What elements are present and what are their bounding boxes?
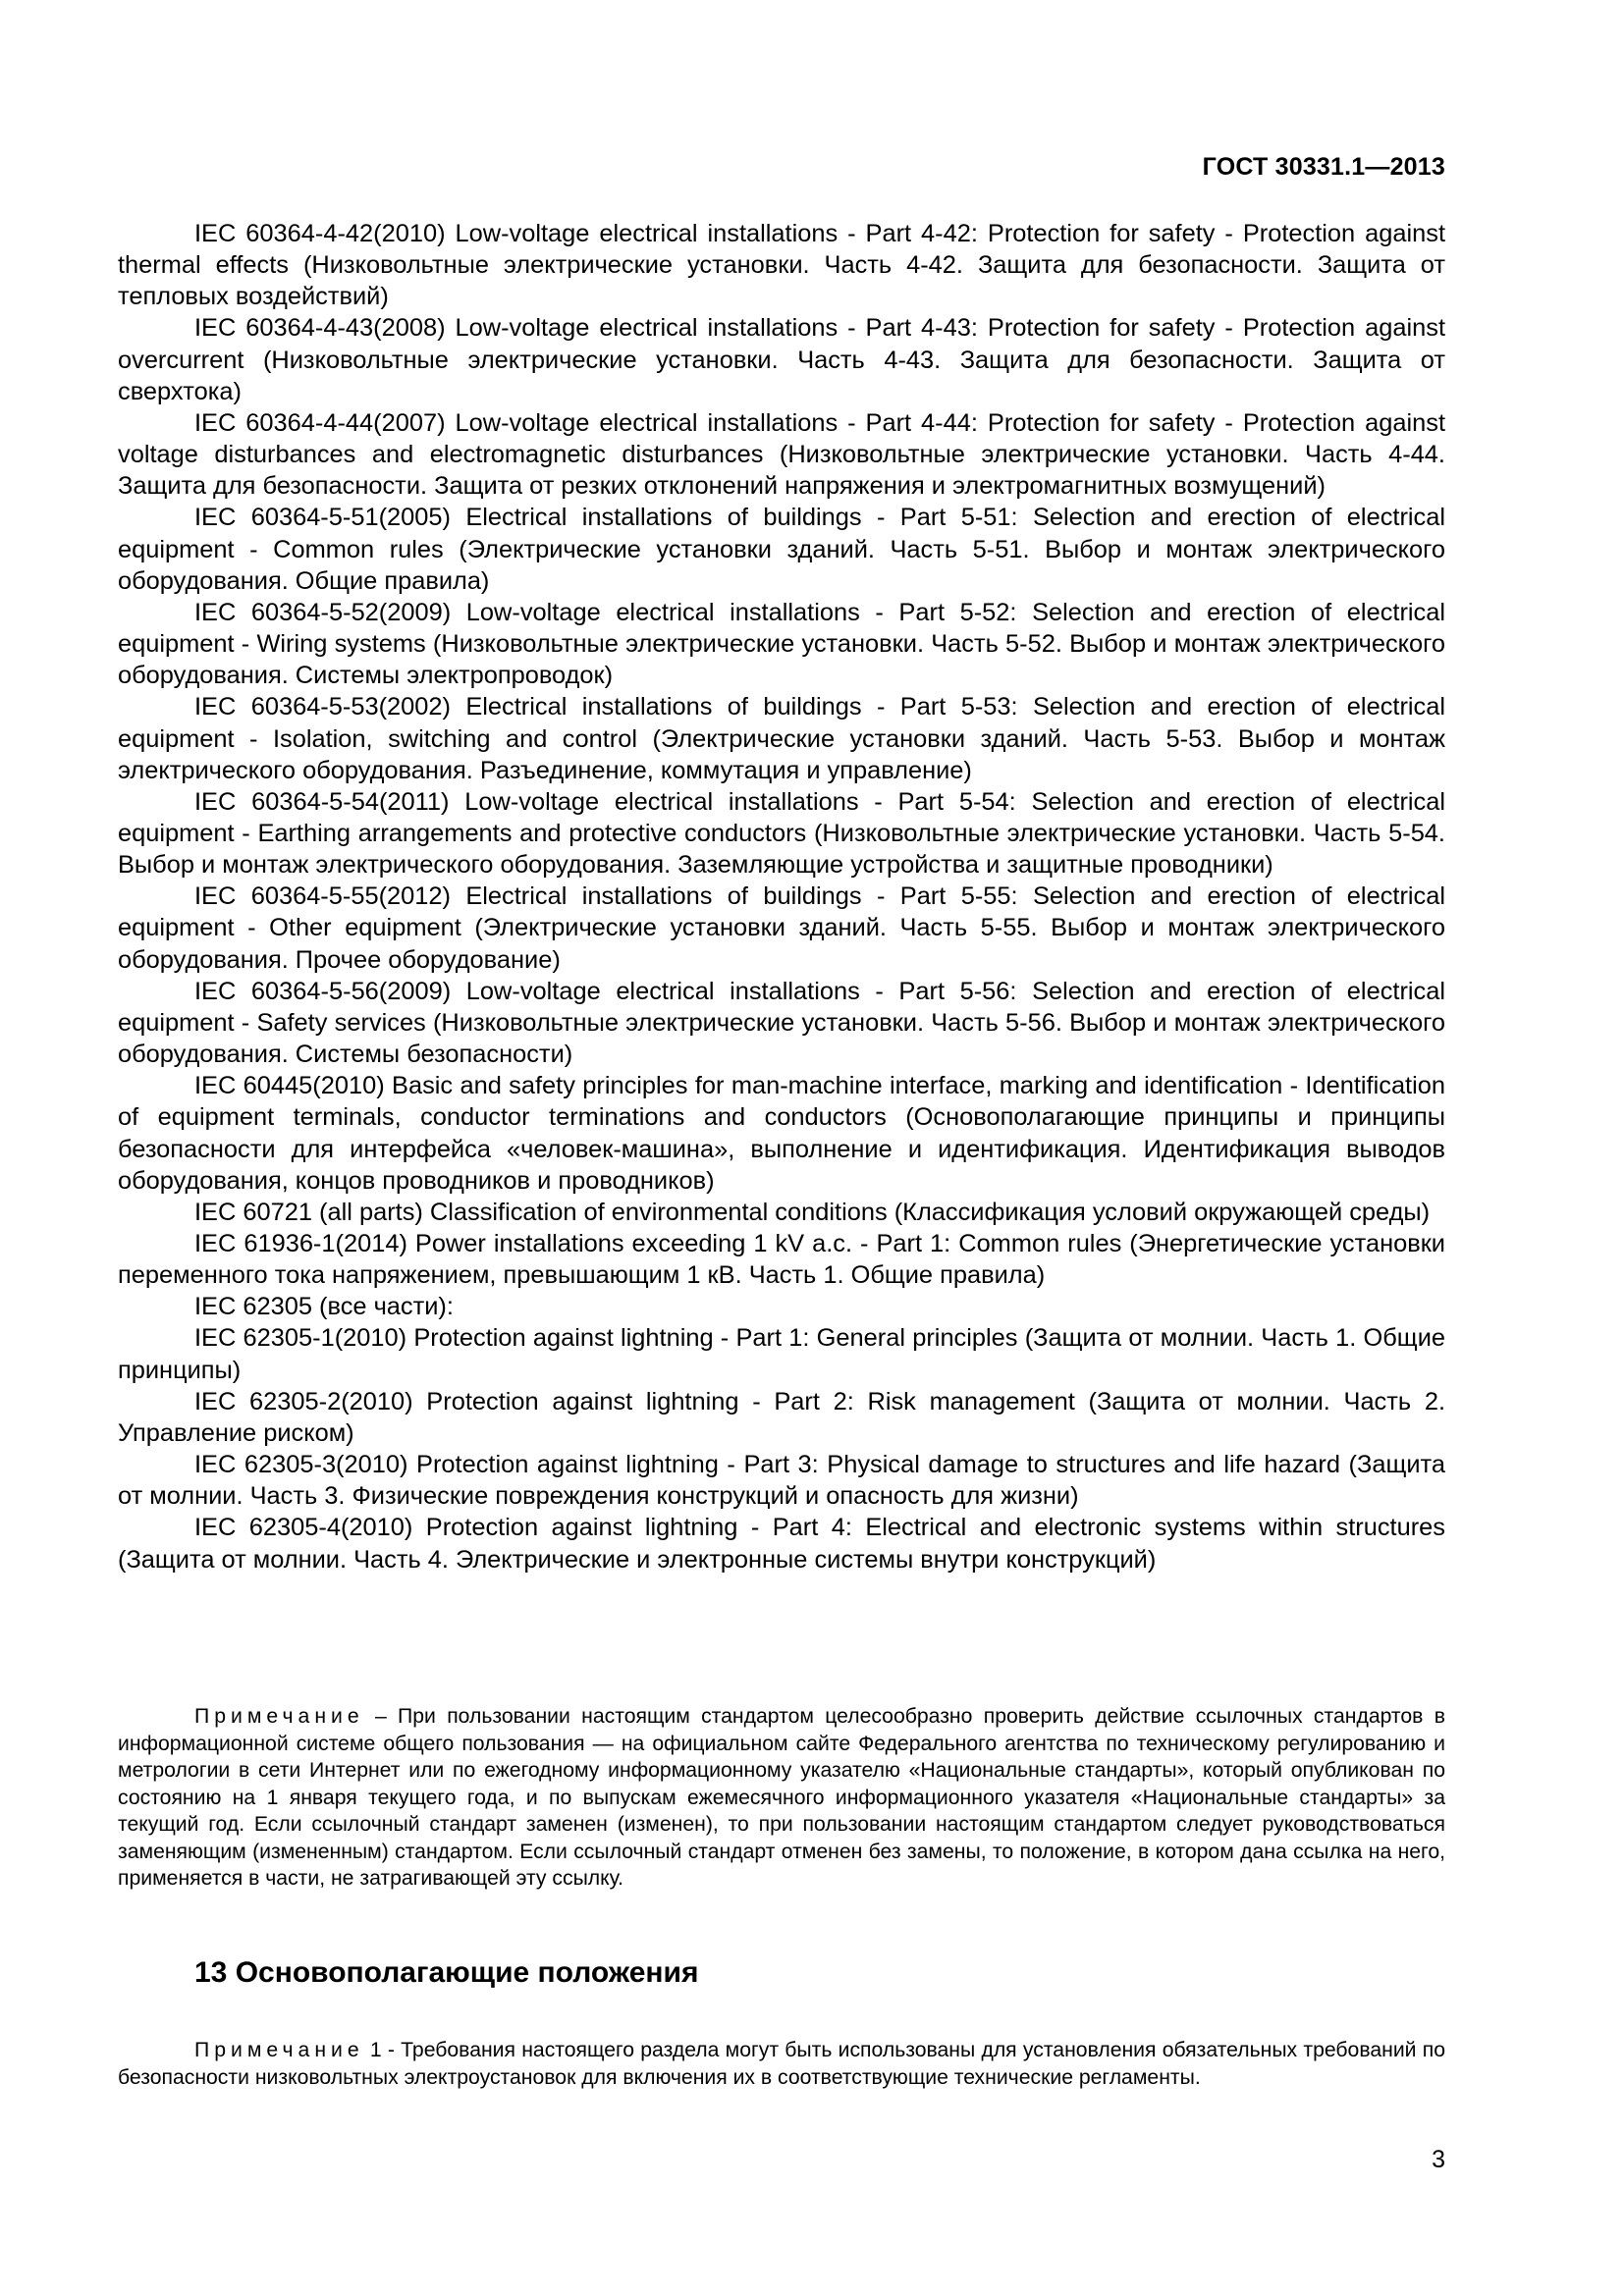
note-text: – При пользовании настоящим стандартом целесообразно проверить действие ссылочных стандартов в информационной системе общего пользования — на официальном сайте Федерального агентства по техническому регулированию и метрологии в сети Интернет или по ежегодному информационному указателю «Национальные стандарты», который опубликован по состоянию на 1 января текущего года, и по выпускам ежемесячного информационного указателя «Национальные стандарты» за текущий год. Если ссылочный стандарт заменен (изменен), то при пользовании настоящим стандартом следует руководствоваться заменяющим (измененным) стандартом. Если ссылочный стандарт отменен без замены, то положение, в котором дана ссылка на него, применяется в части, не затрагивающей эту ссылку. — [118, 1705, 1445, 1890]
reference-item: IEC 60364-4-42(2010) Low-voltage electrical installations - Part 4-42: Protection for safety - Protection against thermal effects (Низковольтные электрические установки. Часть 4-42. Защита для безопасности. Защита от тепловых воздействий) — [118, 220, 1445, 311]
reference-item: IEC 62305 (все части): — [194, 1293, 454, 1321]
section-note-paragraph — [118, 2037, 1445, 2091]
reference-item: IEC 62305-4(2010) Protection against lightning - Part 4: Electrical and electronic systems within structures (Защита от молнии. Часть 4. Электрические и электронные системы внутри конструкций) — [118, 1514, 1445, 1574]
normative-references-list — [118, 218, 1445, 1575]
references-note — [118, 1703, 1445, 1893]
reference-item: IEC 60364-5-56(2009) Low-voltage electrical installations - Part 5-56: Selection and erection of electrical equipment - Safety services (Низковольтные электрические установки. Часть 5-56. Выбор и монтаж электрического оборудования. Системы безопасности) — [118, 977, 1445, 1069]
reference-item: IEC 60364-5-54(2011) Low-voltage electrical installations - Part 5-54: Selection and erection of electrical equipment - Earthing arrangements and protective conductors (Низковольтные электрические установки. Часть 5-54. Выбор и монтаж электрического оборудования. Заземляющие устройства и защитные проводники) — [118, 787, 1445, 880]
page-number: 3 — [1432, 2146, 1445, 2173]
reference-item: IEC 61936-1(2014) Power installations exceeding 1 kV a.c. - Part 1: Common rules (Энергетические установки переменного тока напряжением, превышающим 1 кВ. Часть 1. Общие правила) — [118, 1230, 1445, 1290]
reference-item: IEC 60364-5-52(2009) Low-voltage electrical installations - Part 5-52: Selection and erection of electrical equipment - Wiring systems (Низковольтные электрические установки. Часть 5-52. Выбор и монтаж электрического оборудования. Системы электропроводок) — [118, 598, 1445, 690]
reference-item: IEC 60364-4-43(2008) Low-voltage electrical installations - Part 4-43: Protection for safety - Protection against overcurrent (Низковольтные электрические установки. Часть 4-43. Защита для безопасности. Защита от сверхтока) — [118, 314, 1445, 405]
note-text: 1 - Требования настоящего раздела могут быть использованы для установления обязательных требований по безопасности низковольтных электроустановок для включения их в соответствующие технические регламенты. — [118, 2039, 1445, 2089]
reference-item: IEC 62305-3(2010) Protection against lightning - Part 3: Physical damage to structures and life hazard (Защита от молнии. Часть 3. Физические повреждения конструкций и опасность для жизни) — [118, 1451, 1445, 1511]
reference-item: IEC 62305-1(2010) Protection against lightning - Part 1: General principles (Защита от молнии. Часть 1. Общие принципы) — [118, 1324, 1445, 1384]
reference-item: IEC 60364-4-44(2007) Low-voltage electrical installations - Part 4-44: Protection for safety - Protection against voltage disturbances and electromagnetic disturbances (Низковольтные электрические установки. Часть 4-44. Защита для безопасности. Защита от резких отклонений напряжения и электромагнитных возмущений) — [118, 408, 1445, 501]
document-code-header: ГОСТ 30331.1—2013 — [1202, 153, 1445, 181]
reference-item: IEC 60721 (all parts) Classification of environmental conditions (Классификация условий окружающей среды) — [194, 1198, 1431, 1226]
section-heading: 13 Основополагающие положения — [194, 1956, 699, 1989]
references-note-paragraph — [118, 1703, 1445, 1893]
note-label: Примечание — [194, 1705, 364, 1728]
reference-item: IEC 60364-5-53(2002) Electrical installations of buildings - Part 5-53: Selection and erection of electrical equipment - Isolation, switching and control (Электрические установки зданий. Часть 5-53. Выбор и монтаж электрического оборудования. Разъединение, коммутация и управление) — [118, 693, 1445, 784]
reference-item: IEC 60364-5-55(2012) Electrical installations of buildings - Part 5-55: Selection and erection of electrical equipment - Other equipment (Электрические установки зданий. Часть 5-55. Выбор и монтаж электрического оборудования. Прочее оборудование) — [118, 882, 1445, 974]
reference-item: IEC 60364-5-51(2005) Electrical installations of buildings - Part 5-51: Selection and erection of electrical equipment - Common rules (Электрические установки зданий. Часть 5-51. Выбор и монтаж электрического оборудования. Общие правила) — [118, 504, 1445, 595]
section-note — [118, 2037, 1445, 2091]
note-label: Примечание — [194, 2039, 364, 2061]
reference-item: IEC 60445(2010) Basic and safety principles for man-machine interface, marking and identification - Identification of equipment terminals, conductor terminations and conductors (Основополагающие принципы и принципы безопасности для интерфейса «человек-машина», выполнение и идентификация. Идентификация выводов оборудования, концов проводников и проводников) — [118, 1072, 1445, 1195]
reference-item: IEC 62305-2(2010) Protection against lightning - Part 2: Risk management (Защита от молнии. Часть 2. Управление риском) — [118, 1387, 1445, 1447]
